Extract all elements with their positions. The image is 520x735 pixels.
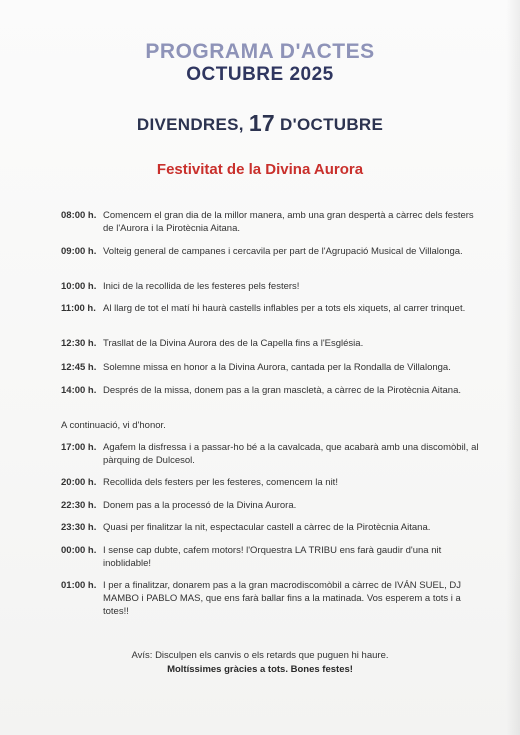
schedule-time: 00:00 h. (61, 545, 97, 556)
schedule-item (61, 476, 481, 489)
program-header (0, 40, 520, 86)
schedule-text: Al llarg de tot el matí hi haurà castells inflables per a tots els xiquets, al carrer trinquet. (103, 303, 466, 314)
schedule-time: 23:30 h. (61, 522, 97, 533)
schedule-item (61, 302, 481, 315)
schedule-item (61, 280, 481, 293)
program-month: OCTUBRE 2025 (186, 64, 334, 85)
schedule-time: 09:00 h. (61, 246, 97, 257)
schedule-time: 20:00 h. (61, 477, 97, 488)
footer-thanks: Moltíssimes gràcies a tots. Bones festes! (167, 664, 353, 675)
schedule-text: Recollida dels festers per les festeres, comencem la nit! (103, 477, 338, 488)
schedule-time: 10:00 h. (61, 281, 97, 292)
event-date (0, 110, 520, 137)
schedule-item (61, 544, 481, 570)
schedule-time: 11:00 h. (61, 303, 96, 314)
schedule-time: 01:00 h. (61, 580, 97, 591)
schedule-item (61, 337, 481, 350)
schedule-text: I per a finalitzar, donarem pas a la gran macrodiscomòbil a càrrec de IVÁN SUEL, DJ MAMBO i PABLO MAS, que ens farà ballar fins a la matinada. Vos esperem a tots i a totes!! (103, 580, 461, 617)
schedule-item (61, 499, 481, 512)
schedule-item (61, 579, 481, 618)
festivity-title: Festivitat de la Divina Aurora (156, 161, 364, 178)
schedule-time: 08:00 h. (61, 210, 97, 221)
schedule-time: 22:30 h. (61, 500, 97, 511)
event-weekday: DIVENDRES, (136, 115, 244, 134)
schedule-item (61, 384, 481, 397)
schedule-text: Després de la missa, donem pas a la gran mascletà, a càrrec de la Pirotècnia Aitana. (103, 385, 462, 396)
footer-notice: Avís: Disculpen els canvis o els retards que puguen hi haure. (131, 650, 389, 661)
schedule-text: Solemne missa en honor a la Divina Aurora, cantada per la Rondalla de Villalonga. (103, 362, 451, 373)
schedule-time: 12:30 h. (61, 338, 97, 349)
schedule-text: I sense cap dubte, cafem motors! l'Orquestra LA TRIBU ens farà gaudir d'una nit inoblidable! (103, 545, 442, 569)
interlude-note: A continuació, vi d'honor. (61, 420, 166, 431)
schedule-item (61, 209, 481, 235)
schedule-time: 17:00 h. (61, 442, 97, 453)
schedule-text: Quasi per finalitzar la nit, espectacular castell a càrrec de la Pirotècnia Aitana. (103, 522, 431, 533)
schedule-time: 14:00 h. (61, 385, 97, 396)
schedule-text: Volteig general de campanes i cercavila per part de l'Agrupació Musical de Villalonga. (103, 246, 463, 257)
schedule-item (61, 361, 481, 374)
schedule-text: Inici de la recollida de les festeres pels festers! (103, 281, 300, 292)
schedule-text: Agafem la disfressa i a passar-ho bé a la cavalcada, que acabarà amb una discomòbil, al pàrquing de Dulcesol. (103, 442, 479, 466)
program-title: PROGRAMA D'ACTES (145, 40, 375, 63)
event-month: D'OCTUBRE (280, 115, 384, 134)
schedule-item (61, 441, 481, 467)
schedule-text: Donem pas a la processó de la Divina Aurora. (103, 500, 297, 511)
schedule-time: 12:45 h. (61, 362, 97, 373)
event-day: 17 (248, 110, 276, 136)
schedule-item (61, 521, 481, 534)
schedule-text: Trasllat de la Divina Aurora des de la Capella fins a l'Església. (103, 338, 364, 349)
schedule-item (61, 245, 481, 258)
schedule-text: Comencem el gran dia de la millor manera, amb una gran despertà a càrrec dels festers de l'Aurora i la Pirotècnia Aitana. (103, 210, 474, 234)
program-footer (0, 649, 520, 677)
